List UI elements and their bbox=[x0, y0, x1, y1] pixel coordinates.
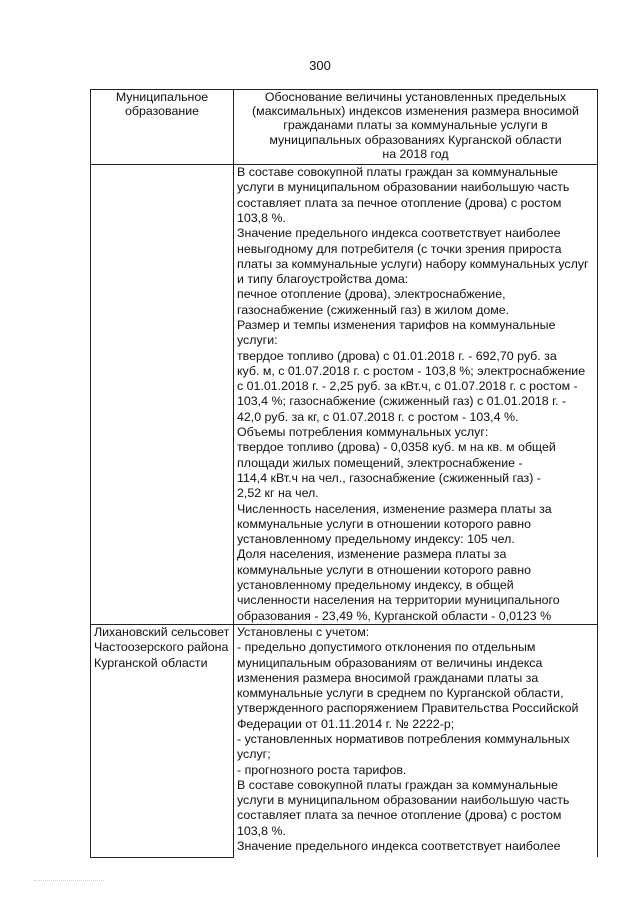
text-line: услуги: bbox=[237, 333, 278, 348]
text-line: Размер и темпы изменения тарифов на коммунальные bbox=[237, 317, 556, 332]
text-line: площади жилых помещений, электроснабжение - bbox=[237, 455, 523, 470]
header-line: (максимальных) индексов изменения размера вносимой bbox=[252, 104, 579, 119]
justification-cell bbox=[234, 165, 598, 625]
text-line: - предельно допустимого отклонения по отдельным bbox=[237, 640, 536, 655]
text-line: коммунальные услуги в отношении которого равно bbox=[237, 516, 531, 531]
text-line: 114,4 кВт.ч на чел., газоснабжение (сжиженный газ) - bbox=[237, 470, 541, 485]
text-line: Численность населения, изменение размера платы за bbox=[237, 501, 552, 516]
header-line: образование bbox=[124, 104, 200, 119]
text-line: утвержденного распоряжением Правительства Российской bbox=[237, 701, 579, 716]
text-line: твердое топливо (дрова) с 01.01.2018 г. - 692,70 руб. за bbox=[237, 348, 557, 363]
text-line: численности населения на территории муниципального bbox=[237, 593, 560, 608]
table-row bbox=[91, 624, 598, 857]
tariff-index-table bbox=[90, 89, 598, 858]
text-line: 42,0 руб. за кг, с 01.07.2018 г. с ростом - 103,4 %. bbox=[237, 409, 519, 424]
text-line: установленному предельному индексу: 105 чел. bbox=[237, 532, 515, 547]
header-line: гражданами платы за коммунальные услуги в bbox=[283, 118, 548, 133]
text-line: печное отопление (дрова), электроснабжение, bbox=[237, 287, 506, 302]
text-line: образования - 23,49 %, Курганской области - 0,0123 % bbox=[237, 608, 552, 623]
text-line: коммунальные услуги в среднем по Курганской области, bbox=[237, 686, 564, 701]
text-line: 103,8 %. bbox=[237, 210, 286, 225]
text-line: Значение предельного индекса соответствует наиболее bbox=[237, 226, 561, 241]
text-line: невыгодному для потребителя (с точки зрения прироста bbox=[237, 241, 562, 256]
municipality-cell bbox=[91, 624, 234, 857]
text-line: 2,52 кг на чел. bbox=[237, 486, 319, 501]
table-row bbox=[91, 165, 598, 625]
header-municipality bbox=[91, 90, 234, 165]
justification-cell bbox=[234, 624, 598, 857]
text-line: изменения размера вносимой гражданами платы за bbox=[237, 670, 539, 685]
text-line: платы за коммунальные услуги) набору коммунальных услуг bbox=[237, 256, 589, 271]
text-line: - прогнозного роста тарифов. bbox=[237, 762, 407, 777]
text-line: Установлены с учетом: bbox=[237, 624, 370, 639]
header-line: Обоснование величины установленных предельных bbox=[264, 90, 567, 104]
text-line: 103,4 %; газоснабжение (сжиженный газ) с 01.01.2018 г. - bbox=[237, 394, 567, 409]
text-line: газоснабжение (сжиженный газ) в жилом доме. bbox=[237, 302, 510, 317]
text-line: Федерации от 01.11.2014 г. № 2222-р; bbox=[237, 716, 455, 731]
text-line: услуги в муниципальном образовании наибольшую часть bbox=[237, 793, 570, 808]
text-line: В составе совокупной платы граждан за коммунальные bbox=[237, 777, 558, 792]
text-line: Доля населения, изменение размера платы за bbox=[237, 547, 507, 562]
text-line: коммунальные услуги в отношении которого равно bbox=[237, 562, 531, 577]
text-line: составляет плата за печное отопление (дрова) с ростом bbox=[237, 195, 562, 210]
text-line: установленному предельному индексу, в общей bbox=[237, 578, 514, 593]
municipality-cell bbox=[91, 165, 234, 625]
municipality-line: Частоозерского района bbox=[94, 640, 229, 655]
text-line: и типу благоустройства дома: bbox=[237, 272, 409, 287]
text-line: - установленных нормативов потребления коммунальных bbox=[237, 732, 570, 746]
header-justification bbox=[234, 90, 598, 165]
text-line: куб. м, с 01.07.2018 г. с ростом - 103,8 %; электроснабжение bbox=[237, 363, 586, 378]
header-line: муниципальных образованиях Курганской области bbox=[269, 132, 562, 147]
table-header-row bbox=[91, 90, 598, 165]
header-line: Муниципальное bbox=[115, 90, 209, 104]
text-line: услуг; bbox=[237, 747, 271, 762]
text-line: составляет плата за печное отопление (дрова) с ростом bbox=[237, 808, 562, 823]
text-line: В составе совокупной платы граждан за коммунальные bbox=[237, 165, 558, 180]
page-number: 300 bbox=[309, 58, 331, 73]
text-line: 103,8 %. bbox=[237, 823, 286, 838]
scan-artifact bbox=[34, 880, 104, 883]
header-line: на 2018 год bbox=[382, 146, 449, 161]
text-line: твердое топливо (дрова) - 0,0358 куб. м на кв. м общей bbox=[237, 440, 556, 455]
text-line: Значение предельного индекса соответствует наиболее bbox=[237, 839, 561, 854]
text-line: услуги в муниципальном образовании наибольшую часть bbox=[237, 180, 570, 195]
text-line: Объемы потребления коммунальных услуг: bbox=[237, 425, 489, 440]
text-line: муниципальным образованиям от величины индекса bbox=[237, 655, 543, 670]
municipality-line: Курганской области bbox=[94, 655, 208, 670]
text-line: с 01.01.2018 г. - 2,25 руб. за кВт.ч, с 01.07.2018 г. с ростом - bbox=[237, 379, 578, 394]
municipality-line: Лихановский сельсовет bbox=[94, 624, 230, 639]
